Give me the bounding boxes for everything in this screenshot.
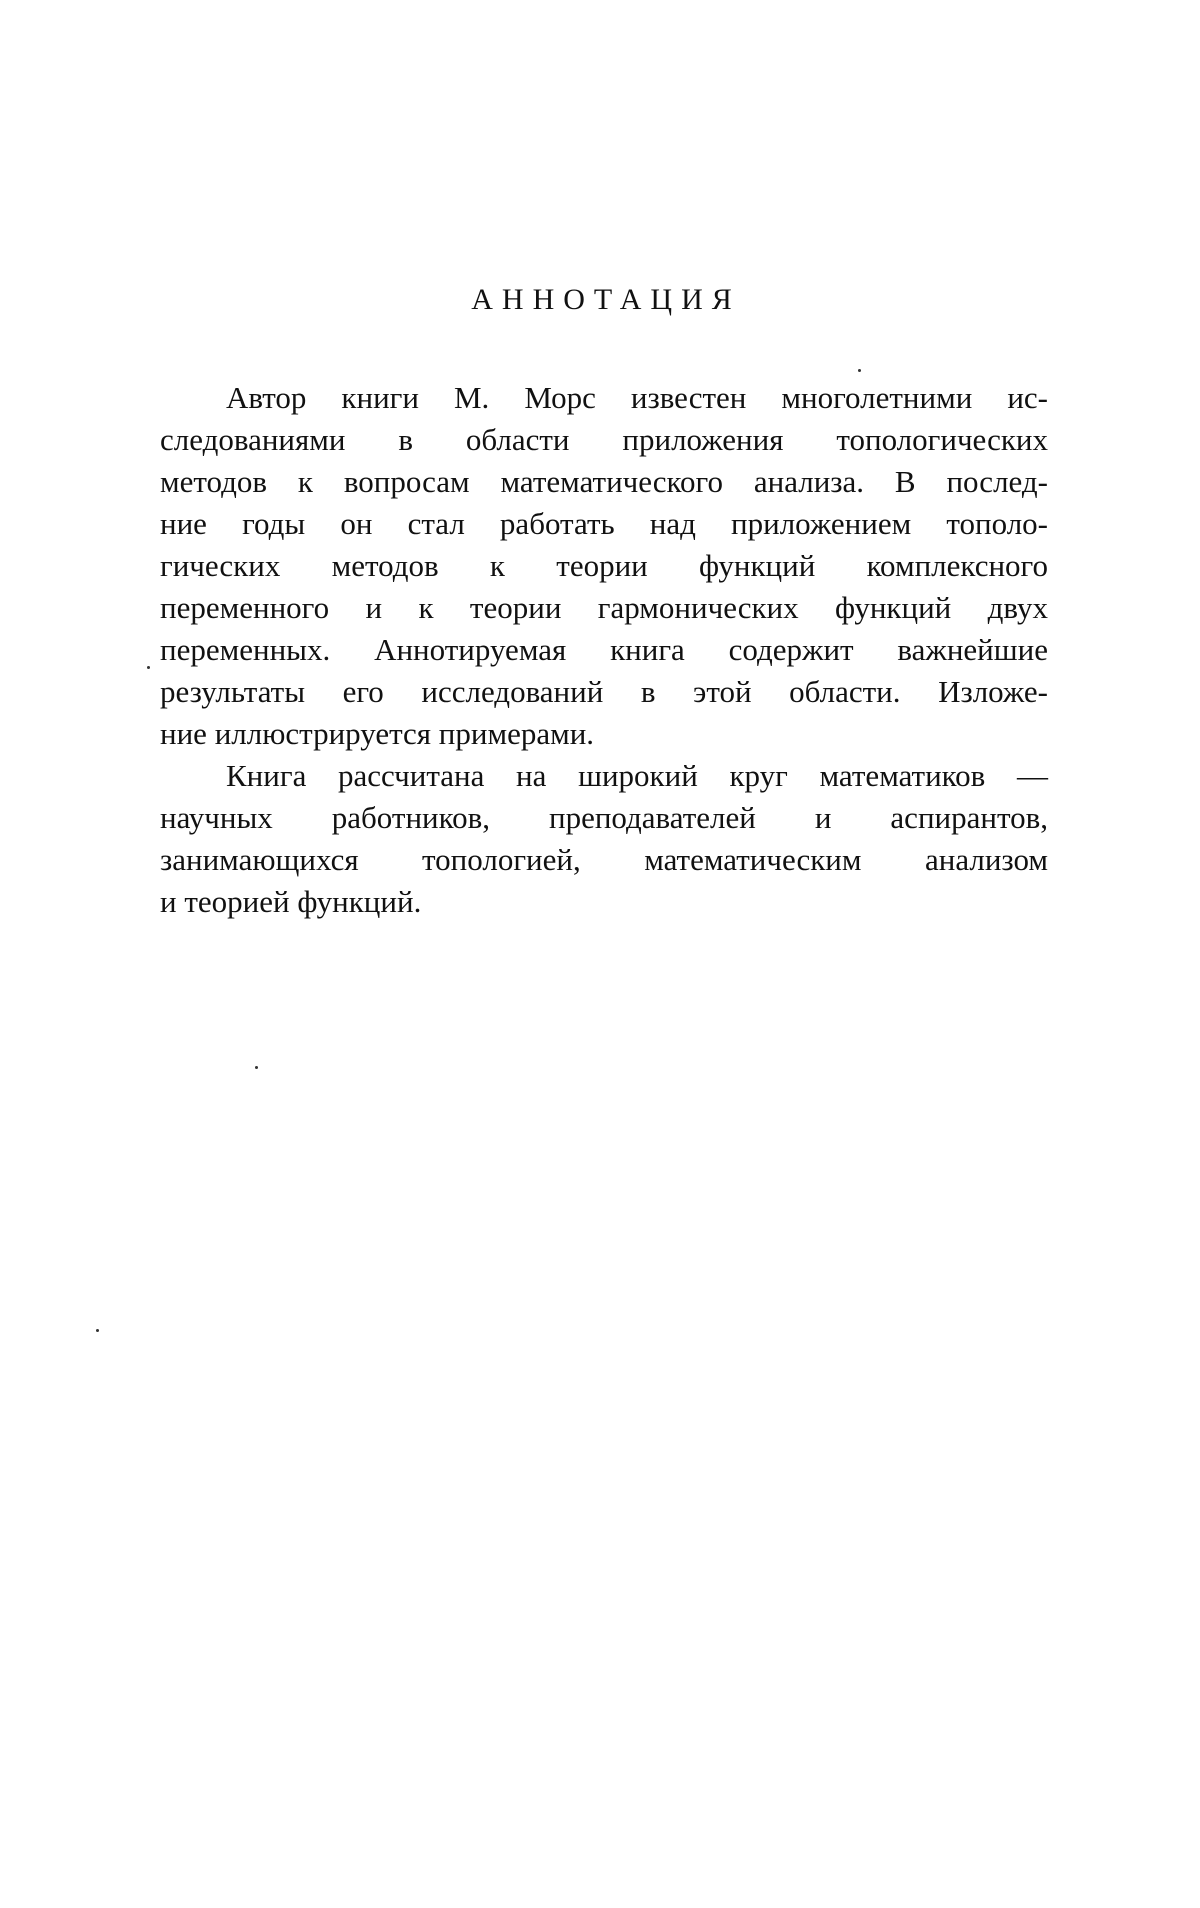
text-line: следованиями в области приложения топологических [160,422,1048,457]
paragraph-author [160,377,1048,755]
scan-speck [147,666,150,669]
text-line: и теорией функций. [160,884,422,919]
text-line: переменных. Аннотируемая книга содержит важнейшие [160,632,1048,667]
annotation-title: АННОТАЦИЯ [471,283,741,316]
scan-speck [96,1329,99,1332]
text-line: научных работников, преподавателей и аспирантов, [160,800,1048,835]
paragraph-audience [160,755,1048,923]
text-line: Автор книги М. Морс известен многолетними ис- [226,380,1048,415]
scan-speck [255,1066,258,1069]
text-line: ние иллюстрируется примерами. [160,716,595,751]
text-line: занимающихся топологией, математическим анализом [160,842,1048,877]
text-line: Книга рассчитана на широкий круг математиков — [226,758,1048,793]
text-line: результаты его исследований в этой области. Изложе- [160,674,1048,709]
text-line: переменного и к теории гармонических функций двух [160,590,1048,625]
text-line: методов к вопросам математического анализа. В послед- [160,464,1048,499]
text-line: гических методов к теории функций комплексного [160,548,1048,583]
annotation-body [160,377,1048,923]
scan-speck [858,369,861,372]
text-line: ние годы он стал работать над приложением тополо- [160,506,1048,541]
